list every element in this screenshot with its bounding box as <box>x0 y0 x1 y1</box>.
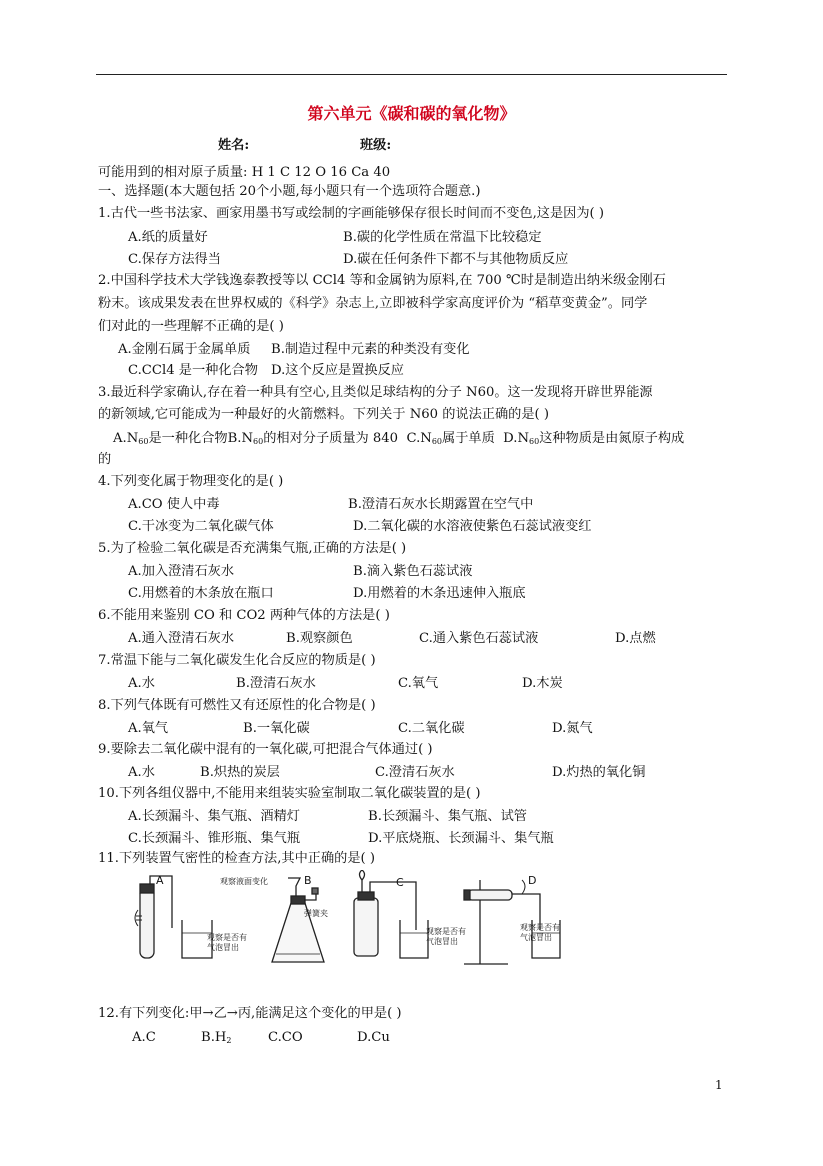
apparatus-d-note-line1: 观察是否有 <box>520 923 560 932</box>
q3-option-b-subscript: 60 <box>253 437 264 446</box>
q12-option-b-text: B.H <box>201 1030 227 1045</box>
question-5-stem: 5.为了检验二氧化碳是否充满集气瓶,正确的方法是( ) <box>98 541 407 556</box>
q3-option-c-prefix: C.N <box>406 431 432 446</box>
q3-options-line <box>113 430 684 451</box>
q4-option-a: A.CO 使人中毒 <box>128 497 220 512</box>
q3-option-a-text: 是一种化合物 <box>148 431 228 446</box>
question-4-stem: 4.下列变化属于物理变化的是( ) <box>98 474 284 489</box>
q8-option-b: B.一氧化碳 <box>243 721 310 736</box>
apparatus-a-note-line2: 气泡冒出 <box>207 943 239 952</box>
q6-option-d: D.点燃 <box>615 631 656 646</box>
q3-option-d-text: 这种物质是由氮原子构成 <box>539 431 685 446</box>
q1-option-a: A.纸的质量好 <box>128 230 208 245</box>
apparatus-b-label: B <box>304 874 312 887</box>
section-heading: 一、选择题(本大题包括 20个小题,每小题只有一个选项符合题意.) <box>98 184 481 199</box>
question-2-stem-line3: 们对此的一些理解不正确的是( ) <box>98 319 284 334</box>
question-6-stem: 6.不能用来鉴别 CO 和 CO2 两种气体的方法是( ) <box>98 608 390 623</box>
q9-option-b: B.炽热的炭层 <box>200 765 280 780</box>
q10-option-a: A.长颈漏斗、集气瓶、酒精灯 <box>128 809 300 824</box>
question-2-stem-line1: 2.中国科学技术大学钱逸泰教授等以 CCl4 等和金属钠为原料,在 700 ℃时是制造出纳米级金刚石 <box>98 273 666 288</box>
q2-option-a: A.金刚石属于金属单质 <box>118 342 251 357</box>
question-10-stem: 10.下列各组仪器中,不能用来组装实验室制取二氧化碳装置的是( ) <box>98 786 481 801</box>
q1-option-d: D.碳在任何条件下都不与其他物质反应 <box>343 252 569 267</box>
q9-option-d: D.灼热的氧化铜 <box>552 765 646 780</box>
q5-option-b: B.滴入紫色石蕊试液 <box>353 564 473 579</box>
q1-option-c: C.保存方法得当 <box>128 252 221 267</box>
q6-option-b: B.观察颜色 <box>286 631 353 646</box>
q7-option-b: B.澄清石灰水 <box>236 676 316 691</box>
apparatus-d <box>464 880 560 964</box>
q12-option-d: D.Cu <box>357 1030 390 1045</box>
question-1-stem: 1.古代一些书法家、画家用墨书写或绘制的字画能够保存很长时间而不变色,这是因为( ) <box>98 206 605 221</box>
question-12-stem: 12.有下列变化:甲→乙→丙,能满足这个变化的甲是( ) <box>98 1006 402 1021</box>
q3-options-wrap: 的 <box>98 452 112 467</box>
question-7-stem: 7.常温下能与二氧化碳发生化合反应的物质是( ) <box>98 653 376 668</box>
question-2-stem-line2: 粉末。该成果发表在世界权威的《科学》杂志上,立即被科学家高度评价为 “稻草变黄金”。同学 <box>98 296 648 311</box>
header-rule <box>96 74 727 75</box>
q10-option-d: D.平底烧瓶、长颈漏斗、集气瓶 <box>368 831 554 846</box>
q4-option-b: B.澄清石灰水长期露置在空气中 <box>348 497 534 512</box>
q3-option-a-subscript: 60 <box>138 437 149 446</box>
q3-option-c-subscript: 60 <box>431 437 443 446</box>
apparatus-c <box>354 870 428 958</box>
name-label: 姓名: <box>218 138 250 153</box>
apparatus-c-note-line1: 观察是否有 <box>426 927 466 936</box>
q5-option-c: C.用燃着的木条放在瓶口 <box>128 586 274 601</box>
q9-option-a: A.水 <box>128 765 155 780</box>
q12-option-b <box>201 1029 231 1050</box>
q10-option-b: B.长颈漏斗、集气瓶、试管 <box>368 809 527 824</box>
q7-option-d: D.木炭 <box>522 676 563 691</box>
q3-option-a-prefix: A.N <box>113 431 139 446</box>
q3-option-c-text: 属于单质 <box>442 431 495 446</box>
q2-option-d: D.这个反应是置换反应 <box>271 363 404 378</box>
q12-option-c: C.CO <box>268 1030 303 1045</box>
apparatus-a <box>135 876 212 958</box>
apparatus-d-note-line2: 气泡冒出 <box>520 933 552 942</box>
q12-option-a: A.C <box>132 1030 156 1045</box>
apparatus-b-note-clip: 弹簧夹 <box>304 909 328 918</box>
q8-option-d: D.氮气 <box>552 721 593 736</box>
q3-option-d-prefix: D.N <box>503 431 529 446</box>
airtightness-figure <box>128 870 576 970</box>
class-label: 班级: <box>360 138 392 153</box>
q7-option-c: C.氧气 <box>398 676 439 691</box>
q12-option-b-subscript: 2 <box>226 1036 232 1045</box>
apparatus-d-label: D <box>528 874 537 887</box>
question-9-stem: 9.要除去二氧化碳中混有的一氧化碳,可把混合气体通过( ) <box>98 742 433 757</box>
page-number: 1 <box>715 1078 723 1092</box>
q10-option-c: C.长颈漏斗、锥形瓶、集气瓶 <box>128 831 301 846</box>
q5-option-a: A.加入澄清石灰水 <box>128 564 235 579</box>
q5-option-d: D.用燃着的木条迅速伸入瓶底 <box>353 586 526 601</box>
apparatus-c-note-line2: 气泡冒出 <box>426 937 458 946</box>
q3-option-b-prefix: B.N <box>227 431 254 446</box>
q4-option-d: D.二氧化碳的水溶液使紫色石蕊试液变红 <box>353 519 592 534</box>
q4-option-c: C.干冰变为二氧化碳气体 <box>128 519 274 534</box>
q8-option-a: A.氧气 <box>128 721 169 736</box>
q3-option-d-subscript: 60 <box>529 437 540 446</box>
question-3-stem-line2: 的新领域,它可能成为一种最好的火箭燃料。下列关于 N60 的说法正确的是( ) <box>98 407 549 422</box>
q8-option-c: C.二氧化碳 <box>398 721 465 736</box>
q6-option-a: A.通入澄清石灰水 <box>128 631 235 646</box>
page-title: 第六单元《碳和碳的氧化物》 <box>307 104 516 123</box>
question-3-stem-line1: 3.最近科学家确认,存在着一种具有空心,且类似足球结构的分子 N60。这一发现将开辟世界能源 <box>98 385 653 400</box>
apparatus-c-label: C <box>396 876 404 889</box>
apparatus-b <box>272 878 324 962</box>
q3-option-b-text: 的相对分子质量为 840 <box>263 431 399 446</box>
q6-option-c: C.通入紫色石蕊试液 <box>419 631 539 646</box>
question-11-stem: 11.下列装置气密性的检查方法,其中正确的是( ) <box>98 851 376 866</box>
apparatus-a-label: A <box>156 874 164 887</box>
apparatus-a-note-line1: 观察是否有 <box>207 933 247 942</box>
q2-option-c: C.CCl4 是一种化合物 <box>128 363 258 378</box>
apparatus-b-note-observe: 观察液面变化 <box>220 877 268 886</box>
q2-option-b: B.制造过程中元素的种类没有变化 <box>271 342 470 357</box>
q9-option-c: C.澄清石灰水 <box>375 765 455 780</box>
question-8-stem: 8.下列气体既有可燃性又有还原性的化合物是( ) <box>98 698 376 713</box>
atomic-mass-line: 可能用到的相对原子质量: H 1 C 12 O 16 Ca 40 <box>98 165 391 180</box>
q1-option-b: B.碳的化学性质在常温下比较稳定 <box>343 230 542 245</box>
q7-option-a: A.水 <box>128 676 155 691</box>
